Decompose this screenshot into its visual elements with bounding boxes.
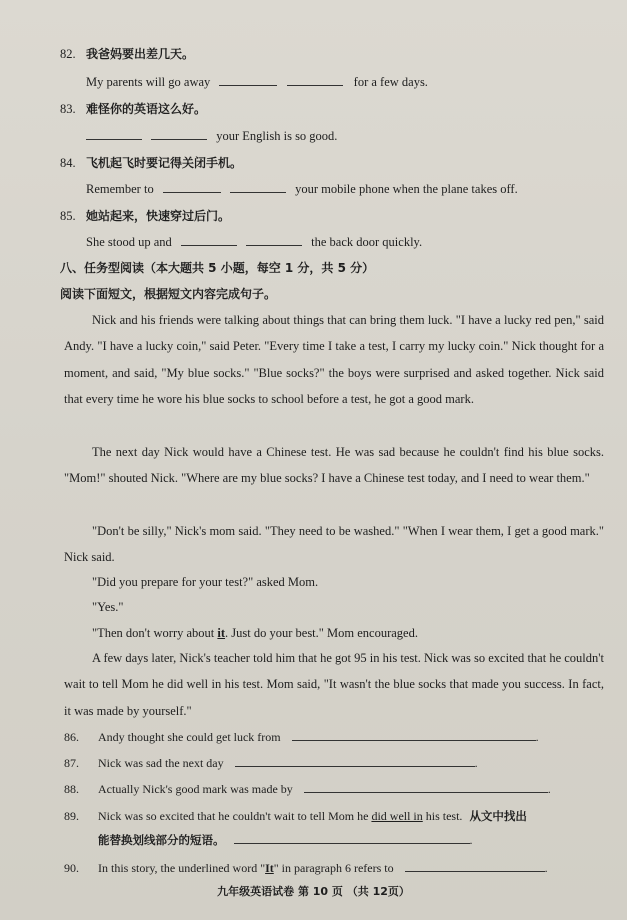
- answer-blank[interactable]: [246, 234, 302, 246]
- sentence-end: your mobile phone when the plane takes off.: [295, 182, 518, 196]
- answer-blank[interactable]: [151, 128, 207, 140]
- question-number: 88.: [64, 782, 79, 796]
- question-number: 86.: [64, 730, 79, 744]
- answer-blank[interactable]: [181, 234, 237, 246]
- answer-blank[interactable]: [304, 781, 548, 793]
- chinese-prompt: 飞机起飞时要记得关闭手机。: [86, 156, 243, 170]
- answer-blank[interactable]: [287, 74, 343, 86]
- sentence-end: for a few days.: [353, 75, 428, 89]
- passage-paragraph-6: "Then don't worry about it. Just do your best." Mom encouraged.: [92, 626, 418, 640]
- passage-paragraph-4: "Did you prepare for your test?" asked Mom.: [92, 575, 319, 589]
- sentence-start: Remember to: [86, 182, 154, 196]
- answer-blank[interactable]: [230, 181, 286, 193]
- question-number: 83.: [60, 102, 76, 116]
- answer-blank[interactable]: [292, 729, 536, 741]
- question-text: Andy thought she could get luck from: [98, 730, 281, 744]
- underlined-word: It: [265, 861, 274, 875]
- chinese-instruction: 能替换划线部分的短语。: [98, 833, 225, 847]
- question-text: Actually Nick's good mark was made by: [98, 782, 293, 796]
- passage-paragraph-2: The next day Nick would have a Chinese test. He was sad because he couldn't find his blue socks. "Mom!" shouted Nick. "Where are my blue socks? I have a Chinese test today, and I need to wear them.": [64, 445, 604, 486]
- question-number: 84.: [60, 156, 76, 170]
- question-number: 90.: [64, 861, 79, 875]
- underlined-word-it: it: [217, 626, 226, 640]
- passage-paragraph-3: "Don't be silly," Nick's mom said. "They need to be washed." "When I wear them, I get a good mark." Nick said.: [64, 524, 604, 565]
- answer-blank[interactable]: [235, 755, 475, 767]
- question-number: 87.: [64, 756, 79, 770]
- answer-blank[interactable]: [219, 74, 277, 86]
- answer-blank[interactable]: [234, 832, 470, 844]
- sentence-end: your English is so good.: [216, 129, 338, 143]
- question-number: 82.: [60, 47, 76, 61]
- chinese-prompt: 难怪你的英语这么好。: [86, 102, 207, 116]
- page-footer: 九年级英语试卷 第 10 页 （共 12页）: [217, 885, 410, 898]
- chinese-prompt: 她站起来，快速穿过后门。: [86, 209, 231, 223]
- answer-blank[interactable]: [163, 181, 221, 193]
- answer-blank[interactable]: [405, 860, 545, 872]
- sentence-start: My parents will go away: [86, 75, 211, 89]
- passage-paragraph-7: A few days later, Nick's teacher told him that he got 95 in his test. Nick was so excited that he couldn't wait to tell Mom he did well in his test. Mom said, "It wasn't the blue socks that made you success. In fact, it was made by yourself.": [64, 651, 604, 718]
- passage-paragraph-5: "Yes.": [92, 600, 124, 614]
- question-text: Nick was sad the next day: [98, 756, 224, 770]
- answer-blank[interactable]: [86, 128, 142, 140]
- sentence-end: the back door quickly.: [311, 235, 423, 249]
- exam-page: 82. 我爸妈要出差几天。 My parents will go away for a few days. 83. 难怪你的英语这么好。 your English is so good. 84. 飞机起飞时要记得关闭手机。 Remember to your mobile phone when the plane takes off. 85. 她站起来，快速穿过后门。 She stood up and the back door quickly. 八、任务型阅读（本大题共 5 小题，每空 1 分，共 5 分） 阅读下面短文，根据短文内容完成句子。 Nick and his friends were talking about things that can bring them luck. "I have a lucky red pen," said Andy. "I have a lucky coin," said Peter. "Every time I take a test, I carry my lucky coin." Nick thought for a moment, and said, "My blue socks." "Blue socks?" the boys were surprised and asked together. Nick said that every time he wore his blue socks to school before a test, he got a good mark. The next day Nick would have a Chinese test. He was sad because he couldn't find his blue socks. "Mom!" shouted Nick. "Where are my blue socks? I have a Chinese test today, and I need to wear them." "Don't be silly," Nick's mom said. "They need to be washed." "When I wear them, I get a good mark." Nick said. "Did you prepare for your test?" asked Mom. "Yes." "Then don't worry about it. Just do your best." Mom encouraged. A few days later, Nick's teacher told him that he got 95 in his test. Nick was so excited that he couldn't wait to tell Mom he did well in his test. Mom said, "It wasn't the blue socks that made you success. In fact, it was made by yourself." 86. Andy thought she could get luck from . 87. Nick was sad the next day . 88. Actually Nick's good mark was made by . 89. Nick was so excited that he couldn't wait to tell Mom he did well in his test. 从文中找出 能替换划线部分的短语。 . 90. In this story, the underlined word "It" in paragraph 6 refers to . 九年级英语试卷 第 10 页 （共 12页）: [0, 0, 627, 920]
- sentence-start: She stood up and: [86, 235, 172, 249]
- chinese-instruction: 从文中找出: [469, 809, 527, 823]
- underlined-phrase: did well in: [371, 809, 423, 823]
- section-title: 八、任务型阅读（本大题共 5 小题，每空 1 分，共 5 分）: [60, 261, 375, 275]
- section-instruction: 阅读下面短文，根据短文内容完成句子。: [60, 287, 277, 301]
- question-number: 85.: [60, 209, 76, 223]
- chinese-prompt: 我爸妈要出差几天。: [86, 47, 195, 61]
- passage-paragraph-1: Nick and his friends were talking about things that can bring them luck. "I have a lucky red pen," said Andy. "I have a lucky coin," said Peter. "Every time I take a test, I carry my lucky coin." Nick thought for a moment, and said, "My blue socks." "Blue socks?" the boys were surprised and asked together. Nick said that every time he wore his blue socks to school before a test, he got a good mark.: [64, 313, 604, 406]
- question-number: 89.: [64, 809, 79, 823]
